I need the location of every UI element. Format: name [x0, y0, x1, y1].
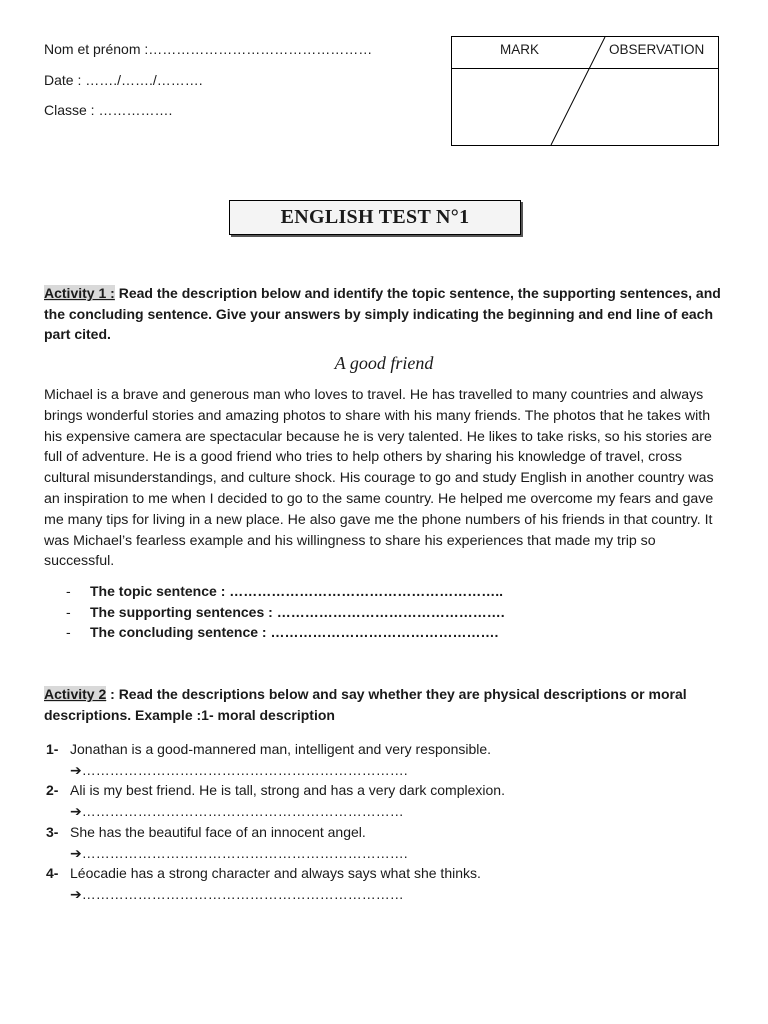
date-field-line: Date : ……./……./……….: [44, 72, 203, 88]
bullet-text: The topic sentence : …………………………………………………..: [90, 583, 504, 599]
item-number: 3-: [46, 824, 59, 840]
mark-box-diagonal: [452, 37, 718, 145]
list-item: [46, 865, 481, 881]
activity1-label: Activity 1 :: [44, 285, 115, 301]
mark-label: MARK: [500, 42, 540, 57]
item-text: Léocadie has a strong character and always says what she thinks.: [70, 865, 481, 881]
bullet-topic-sentence: [66, 583, 503, 599]
answer-line: ➔……………………………………………………………: [70, 886, 404, 902]
activity2-instruction: [44, 684, 734, 725]
list-item: [46, 741, 491, 757]
list-item: [46, 782, 505, 798]
item-number: 4-: [46, 865, 59, 881]
answer-line: ➔……………………………………………………………: [70, 803, 404, 819]
test-title: ENGLISH TEST N°1: [229, 200, 521, 235]
bullet-text: The supporting sentences : ………………………………………….: [90, 604, 505, 620]
bullet-dash: -: [66, 624, 71, 640]
name-field-line: Nom et prénom :…………………………………………: [44, 41, 373, 57]
mark-observation-box: [451, 36, 719, 146]
observation-label: OBSERVATION: [609, 42, 705, 57]
list-item: [46, 824, 366, 840]
bullet-concluding-sentence: [66, 624, 498, 640]
activity1-instruction-text: Read the description below and identify the topic sentence, the supporting sentences, and the concluding sentence. Give your answers by simply indicating the beginning and end line of each part cited.: [44, 285, 721, 342]
bullet-dash: -: [66, 604, 71, 620]
class-field-line: Classe : …………….: [44, 102, 173, 118]
story-title: A good friend: [334, 353, 434, 373]
item-text: Jonathan is a good-mannered man, intelligent and very responsible.: [70, 741, 492, 757]
story-paragraph: Michael is a brave and generous man who loves to travel. He has travelled to many countries and always brings wonderful stories and amazing photos to share with his many friends. The photos that he takes with his expensive camera are spectacular because he is very talented. He likes to take risks, so his stories are full of adventure. He is a good friend who tries to help others by sharing his knowledge of travel, cross cultural misunderstandings, and culture shock. His courage to go and study English in another country was an inspiration to me when I decided to go to the same country. He helped me overcome my fears and gave me many tips for living in a new place. He also gave me the phone numbers of his friends in that country. It was Michael’s fearless example and his willingness to share his experiences that made my trip so successful.: [44, 387, 714, 570]
item-number: 1-: [46, 741, 59, 757]
activity2-label: Activity 2: [44, 686, 107, 702]
item-number: 2-: [46, 782, 59, 798]
bullet-supporting-sentences: [66, 604, 505, 620]
item-text: She has the beautiful face of an innocent angel.: [70, 824, 366, 840]
bullet-dash: -: [66, 583, 71, 599]
answer-line: ➔…………………………………………………………….: [70, 845, 408, 861]
answer-line: ➔…………………………………………………………….: [70, 762, 408, 778]
item-text: Ali is my best friend. He is tall, strong and has a very dark complexion.: [70, 782, 505, 798]
activity1-instruction: [44, 283, 734, 345]
activity2-instruction-text: : Read the descriptions below and say whether they are physical descriptions or moral descriptions. Example :1- moral description: [44, 686, 687, 723]
bullet-text: The concluding sentence : ………………………………………….: [90, 624, 499, 640]
